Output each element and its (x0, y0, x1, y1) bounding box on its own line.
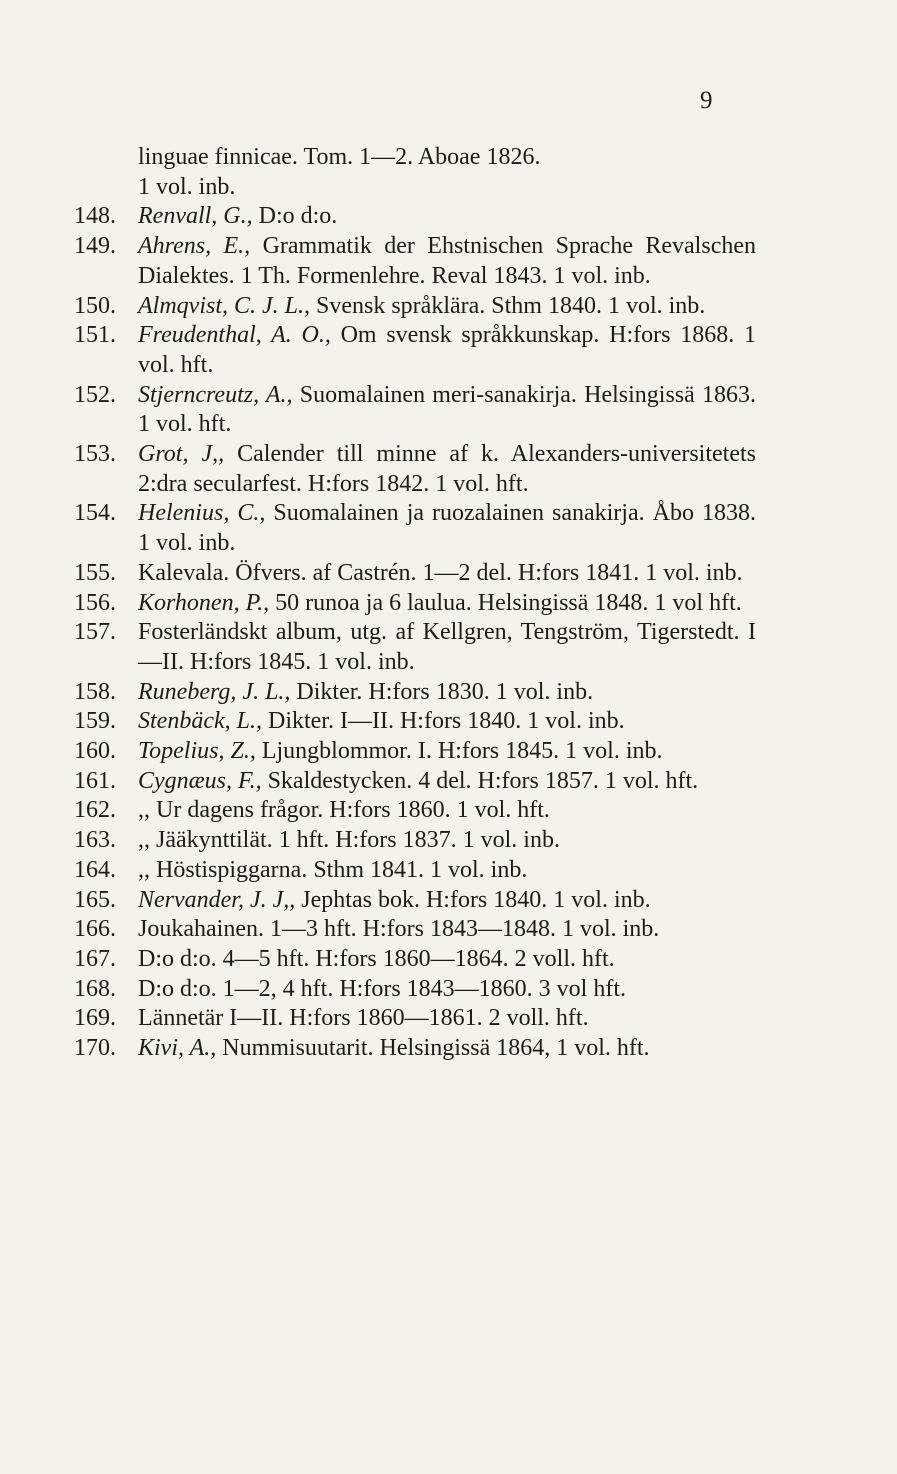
entry-text (138, 975, 756, 1005)
entry-title: Grammatik der Ehstnischen Sprache Revalschen Dialektes. 1 Th. Formenlehre. Reval 1843. 1 vol. inb. (138, 233, 756, 289)
entries-container (0, 202, 897, 1063)
entry-text (138, 796, 756, 826)
entry-text (138, 292, 756, 322)
catalog-entry (0, 589, 897, 619)
entry-number: 170. (74, 1035, 116, 1062)
entry-text (138, 945, 756, 975)
entry-number: 153. (74, 441, 116, 468)
entry-author: Nervander, J. J,, (138, 886, 296, 913)
entry-text (138, 440, 756, 499)
entry-text (138, 915, 756, 945)
entry-title: Svensk språklära. Sthm 1840. 1 vol. inb. (310, 292, 706, 319)
entry-text (138, 886, 756, 916)
entry-title: D:o d:o. 1—2, 4 hft. H:fors 1843—1860. 3 vol hft. (138, 975, 626, 1002)
entry-title: Kalevala. Öfvers. af Castrén. 1—2 del. H:fors 1841. 1 vol. inb. (138, 559, 743, 586)
catalog-entry (0, 856, 897, 886)
catalog-entry (0, 499, 897, 558)
catalog-entry (0, 559, 897, 589)
entry-author: Freudenthal, A. O., (138, 322, 331, 349)
entry-title: ,, Jääkynttilät. 1 hft. H:fors 1837. 1 vol. inb. (138, 827, 560, 854)
entry-text (138, 1004, 756, 1034)
entry-title: ,, Höstispiggarna. Sthm 1841. 1 vol. inb. (138, 856, 528, 883)
entry-number: 152. (74, 381, 116, 408)
entry-number: 156. (74, 589, 116, 616)
entry-number: 159. (74, 708, 116, 735)
entry-title: Skaldestycken. 4 del. H:fors 1857. 1 vol. hft. (261, 767, 699, 794)
entry-number: 162. (74, 797, 116, 824)
entry-number: 168. (74, 975, 116, 1002)
entry-number: 158. (74, 678, 116, 705)
entry-author: Renvall, G., (138, 203, 253, 230)
entry-title: ,, Ur dagens frågor. H:fors 1860. 1 vol. hft. (138, 797, 550, 824)
entry-text (138, 589, 756, 619)
entry-text (138, 321, 756, 380)
entry-author: Runeberg, J. L., (138, 678, 291, 705)
entry-number: 166. (74, 916, 116, 943)
entry-number: 167. (74, 945, 116, 972)
catalog-entry (0, 707, 897, 737)
entry-number: 148. (74, 203, 116, 230)
catalog-entry (0, 796, 897, 826)
entry-author: Kivi, A., (138, 1035, 217, 1062)
catalog-entry (0, 678, 897, 708)
entry-title: Lännetär I—II. H:fors 1860—1861. 2 voll. hft. (138, 1005, 589, 1032)
entry-number: 163. (74, 827, 116, 854)
entry-text (138, 499, 756, 558)
intro-continuation (0, 143, 897, 202)
entry-author: Helenius, C., (138, 500, 266, 527)
entry-author: Topelius, Z., (138, 738, 256, 765)
catalog-entry (0, 1034, 897, 1064)
catalog-entry (0, 1004, 897, 1034)
entry-title: Dikter. H:fors 1830. 1 vol. inb. (290, 678, 594, 705)
catalog-entry (0, 321, 897, 380)
catalog-entry (0, 202, 897, 232)
entry-author: Almqvist, C. J. L., (138, 292, 310, 319)
entry-number: 169. (74, 1005, 116, 1032)
entry-text (138, 232, 756, 291)
entry-text (138, 1034, 756, 1064)
catalog-entry (0, 767, 897, 797)
entry-number: 154. (74, 500, 116, 527)
entry-title: Fosterländskt album, utg. af Kellgren, Tengström, Tigerstedt. I—II. H:fors 1845. 1 vol. inb. (138, 619, 756, 675)
entry-author: Stjerncreutz, A., (138, 381, 293, 408)
entry-author: Korhonen, P., (138, 589, 270, 616)
entry-number: 155. (74, 559, 116, 586)
entry-title: Jephtas bok. H:fors 1840. 1 vol. inb. (295, 886, 651, 913)
catalog-entry (0, 915, 897, 945)
catalog-entry (0, 292, 897, 322)
entry-text (138, 737, 756, 767)
entry-number: 161. (74, 767, 116, 794)
catalog-entry (0, 440, 897, 499)
entry-title: Joukahainen. 1—3 hft. H:fors 1843—1848. 1 vol. inb. (138, 916, 660, 943)
catalog-entry (0, 232, 897, 291)
entry-title: Nummisuutarit. Helsingissä 1864, 1 vol. hft. (216, 1035, 650, 1062)
intro-line-1: linguae finnicae. Tom. 1—2. Aboae 1826. (138, 144, 541, 170)
entry-text (138, 559, 756, 589)
catalog-entry (0, 381, 897, 440)
page-number: 9 (700, 87, 713, 114)
entry-title: D:o d:o. 4—5 hft. H:fors 1860—1864. 2 voll. hft. (138, 945, 615, 972)
catalog-entry (0, 826, 897, 856)
entry-title: Om svensk språkkunskap. H:fors 1868. 1 vol. hft. (138, 322, 756, 378)
entry-text (138, 767, 756, 797)
entry-text (138, 202, 756, 232)
catalog-entry (0, 737, 897, 767)
entry-number: 160. (74, 738, 116, 765)
entry-author: Stenbäck, L., (138, 708, 262, 735)
entry-title: Dikter. I—II. H:fors 1840. 1 vol. inb. (261, 708, 625, 735)
entry-title: Suomalainen ja ruozalainen sanakirja. Åbo 1838. 1 vol. inb. (138, 500, 756, 557)
entry-list (0, 143, 897, 1064)
entry-text (138, 381, 756, 440)
entry-number: 164. (74, 856, 116, 883)
entry-text (138, 856, 756, 886)
entry-number: 149. (74, 233, 116, 260)
entry-author: Grot, J,, (138, 441, 225, 468)
catalog-entry (0, 886, 897, 916)
entry-text (138, 618, 756, 677)
entry-text (138, 678, 756, 708)
entry-title: Calender till minne af k. Alexanders-universitetets 2:dra secularfest. H:fors 1842. 1 vol. hft. (138, 441, 756, 497)
catalog-entry (0, 975, 897, 1005)
entry-text (138, 707, 756, 737)
entry-number: 150. (74, 292, 116, 319)
entry-title: D:o d:o. (252, 203, 338, 230)
intro-line-2: 1 vol. inb. (138, 173, 236, 200)
entry-text (138, 826, 756, 856)
entry-number: 165. (74, 886, 116, 913)
entry-author: Ahrens, E., (138, 233, 251, 260)
catalog-entry (0, 618, 897, 677)
entry-number: 151. (74, 322, 116, 349)
entry-author: Cygnæus, F., (138, 767, 262, 794)
entry-title: Ljungblommor. I. H:fors 1845. 1 vol. inb. (255, 738, 663, 765)
entry-title: 50 runoa ja 6 laulua. Helsingissä 1848. 1 vol hft. (269, 589, 742, 616)
entry-title: Suomalainen meri-sanakirja. Helsingissä 1863. 1 vol. hft. (138, 381, 756, 438)
entry-number: 157. (74, 619, 116, 646)
catalog-entry (0, 945, 897, 975)
